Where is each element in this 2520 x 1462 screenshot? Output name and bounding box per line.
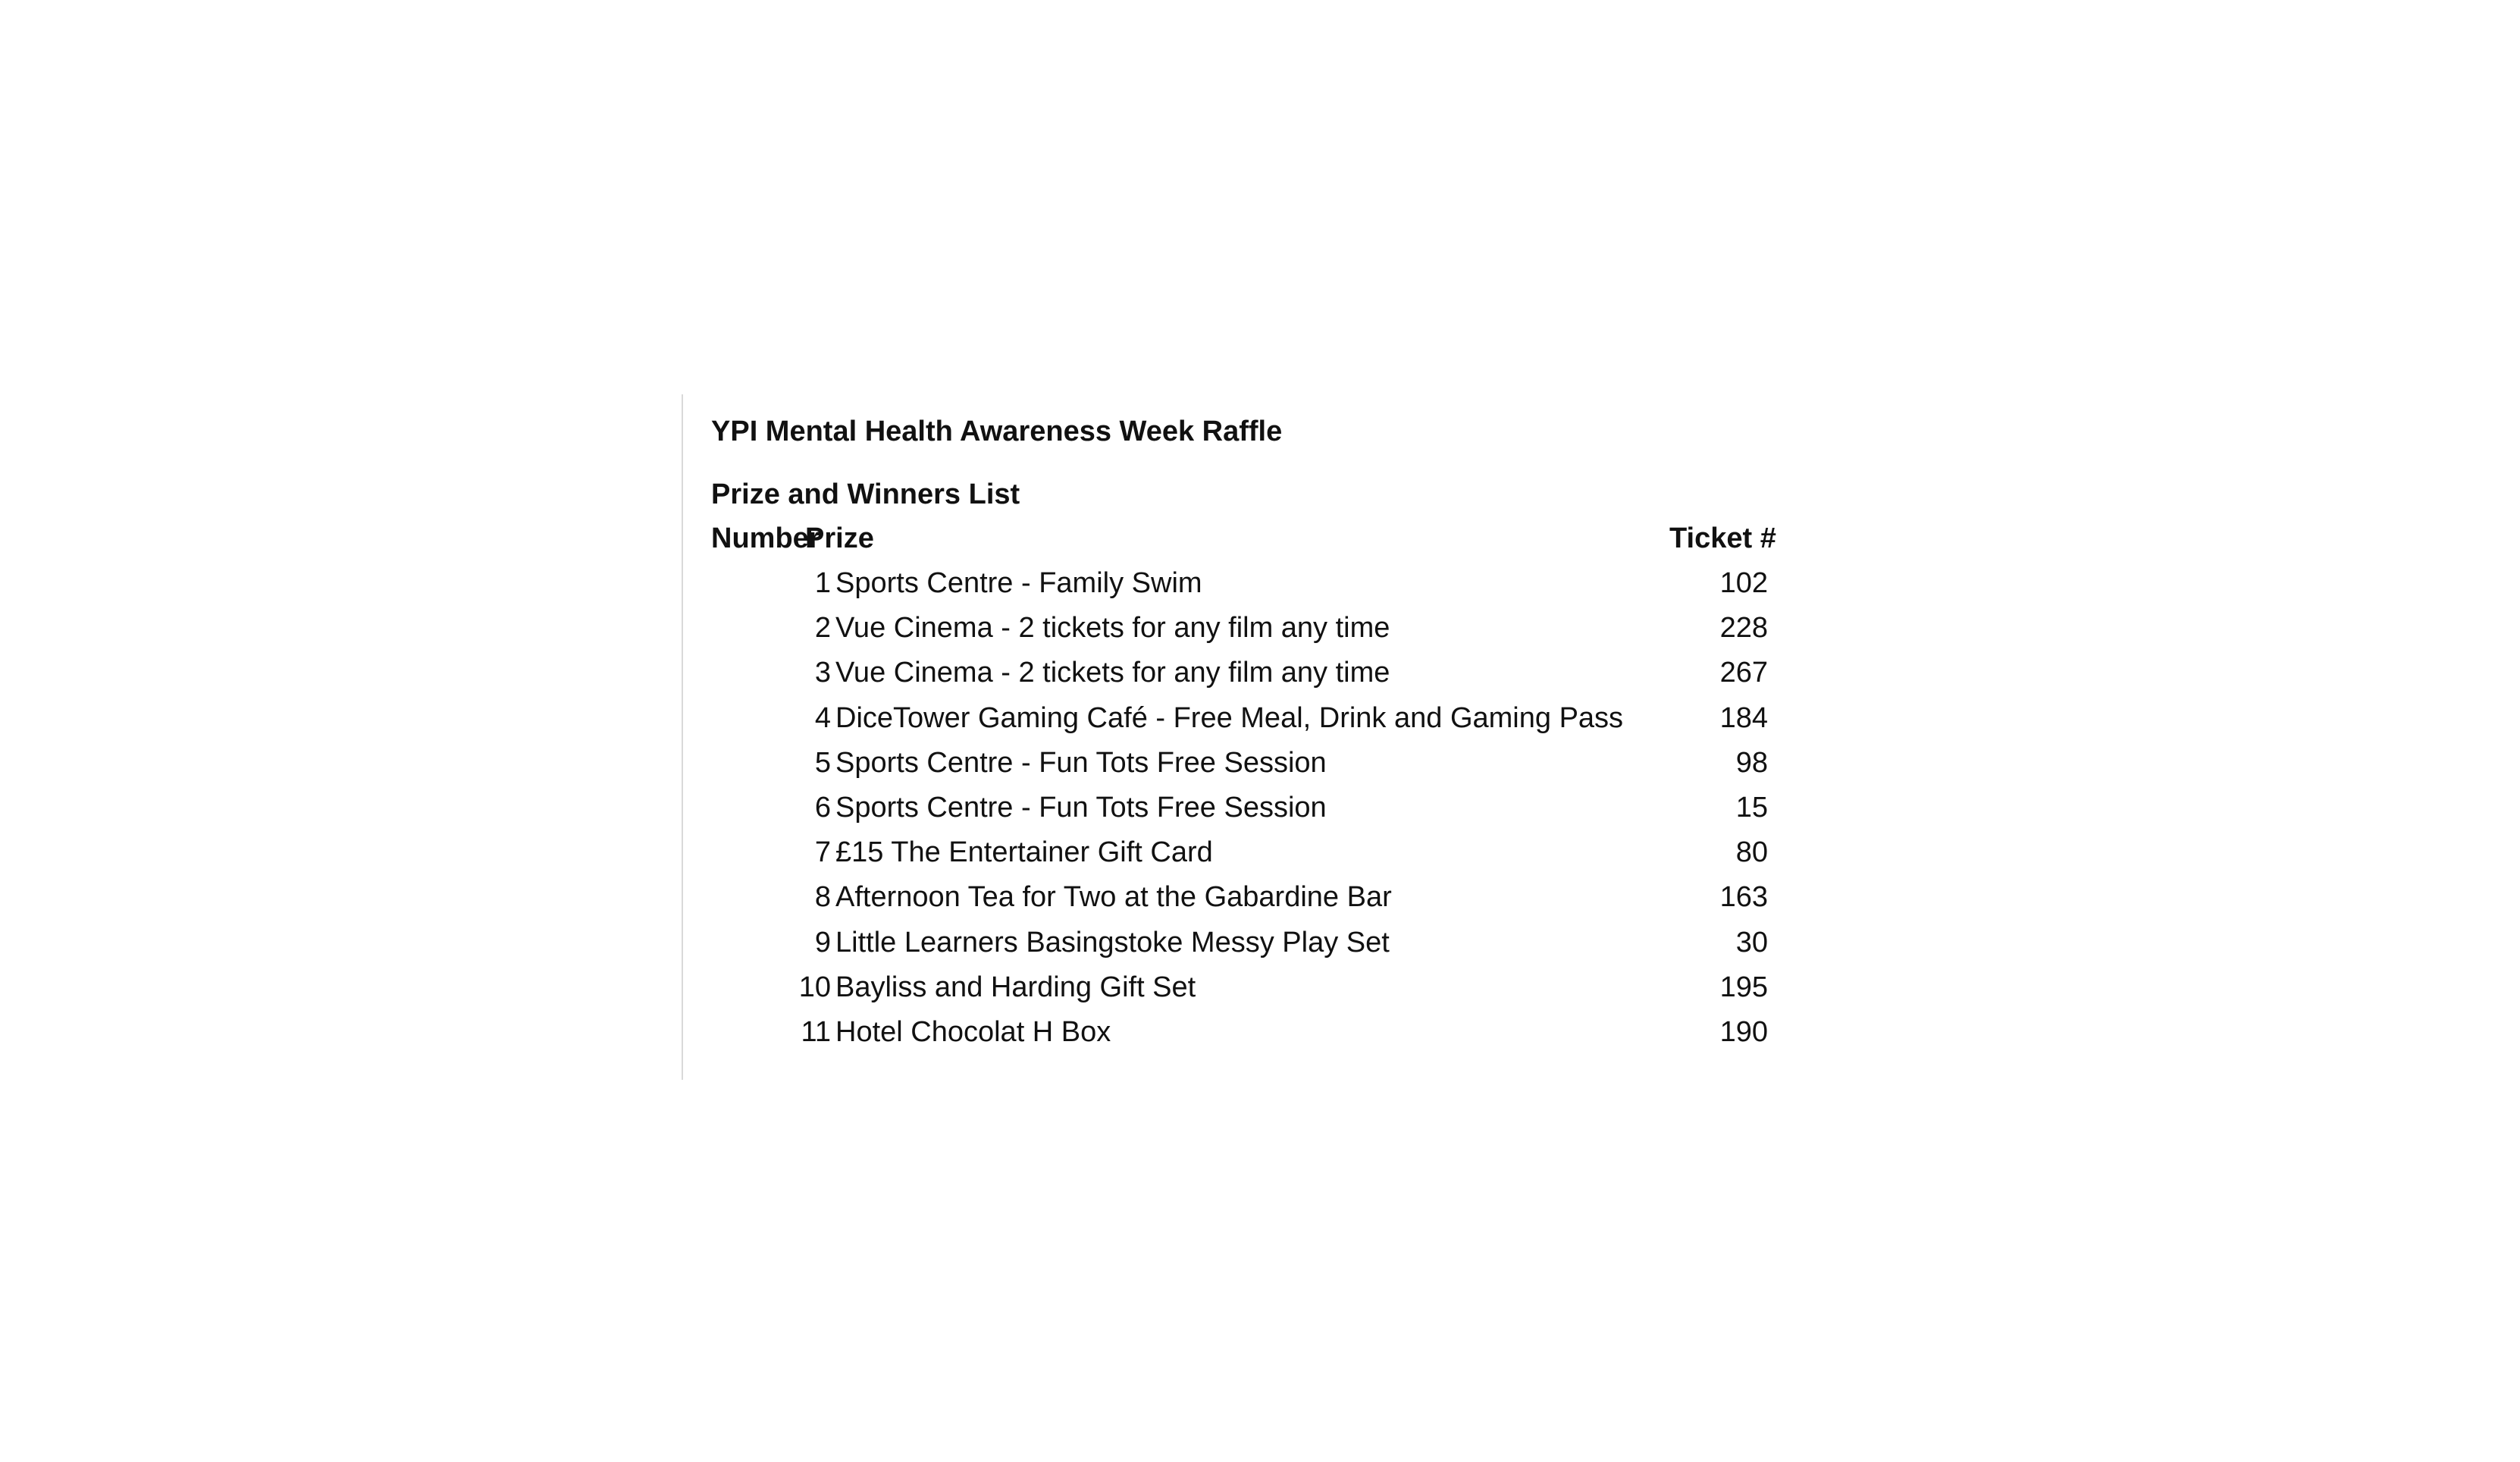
prize-name: Little Learners Basingstoke Messy Play Set	[835, 926, 1390, 958]
ticket-number: 228	[1719, 612, 1768, 645]
table-row	[711, 565, 1848, 610]
table-row	[711, 1014, 1848, 1059]
header-number: Number	[711, 522, 820, 554]
ticket-number: 80	[1735, 836, 1768, 869]
ticket-number: 30	[1735, 926, 1768, 958]
prize-number: 4	[814, 701, 831, 734]
ticket-number: 102	[1719, 567, 1768, 599]
ticket-number: 163	[1719, 881, 1768, 914]
ticket-number: 98	[1735, 746, 1768, 779]
table-row	[711, 700, 1848, 745]
table-row	[711, 879, 1848, 924]
prize-table	[711, 565, 1848, 1059]
prize-number: 6	[814, 791, 831, 824]
header-prize: Prize	[805, 522, 874, 554]
prize-name: Sports Centre - Fun Tots Free Session	[835, 746, 1327, 779]
ticket-number: 184	[1719, 701, 1768, 734]
prize-number: 8	[814, 881, 831, 914]
prize-number: 5	[814, 746, 831, 779]
document-sheet	[711, 0, 1848, 1462]
ticket-number: 190	[1719, 1015, 1768, 1048]
prize-name: Vue Cinema - 2 tickets for any film any time	[835, 612, 1390, 645]
document-title: YPI Mental Health Awareness Week Raffle	[711, 416, 1283, 447]
prize-number: 9	[814, 926, 831, 958]
prize-name: Sports Centre - Family Swim	[835, 567, 1202, 599]
prize-name: Bayliss and Harding Gift Set	[835, 971, 1196, 1003]
prize-number: 2	[814, 612, 831, 645]
prize-name: Afternoon Tea for Two at the Gabardine Bar	[835, 881, 1392, 914]
prize-name: Sports Centre - Fun Tots Free Session	[835, 791, 1327, 824]
table-row	[711, 834, 1848, 879]
page-edge-line	[682, 394, 683, 1080]
prize-name: £15 The Entertainer Gift Card	[835, 836, 1213, 869]
prize-name: DiceTower Gaming Café - Free Meal, Drink and Gaming Pass	[835, 701, 1624, 734]
prize-number: 11	[801, 1015, 831, 1048]
prize-number: 10	[798, 971, 831, 1003]
table-row	[711, 789, 1848, 834]
ticket-number: 15	[1735, 791, 1768, 824]
ticket-number: 267	[1719, 657, 1768, 689]
header-ticket: Ticket #	[1669, 522, 1776, 554]
document-subtitle: Prize and Winners List	[711, 478, 1020, 510]
prize-number: 1	[814, 567, 831, 599]
prize-name: Hotel Chocolat H Box	[835, 1015, 1111, 1048]
table-row	[711, 610, 1848, 654]
table-row	[711, 654, 1848, 699]
ticket-number: 195	[1719, 971, 1768, 1003]
table-row	[711, 924, 1848, 969]
prize-number: 3	[814, 657, 831, 689]
prize-name: Vue Cinema - 2 tickets for any film any time	[835, 657, 1390, 689]
prize-number: 7	[814, 836, 831, 869]
table-row	[711, 745, 1848, 789]
table-row	[711, 969, 1848, 1014]
